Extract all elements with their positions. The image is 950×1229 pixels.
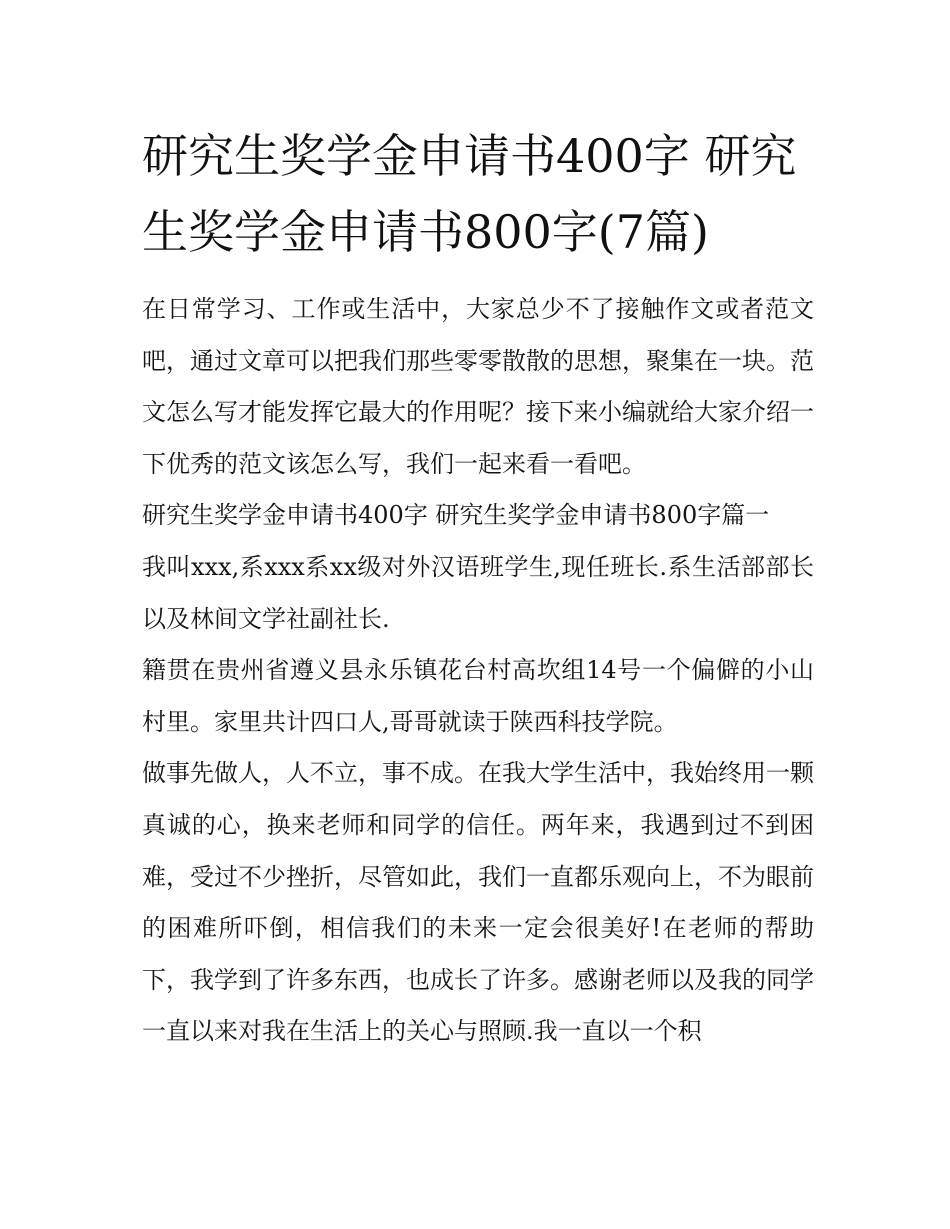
document-title: 研究生奖学金申请书400字 研究生奖学金申请书800字(7篇) xyxy=(142,129,797,259)
intro-paragraph: 在日常学习、工作或生活中，大家总少不了接触作文或者范文吧，通过文章可以把我们那些零零散散的思想，聚集在一块。范文怎么写才能发挥它最大的作用呢？接下来小编就给大家介绍一下优秀的范文该怎么写，我们一起来看一看吧。 xyxy=(142,295,814,478)
document-content xyxy=(142,118,814,1058)
body-paragraph: 做事先做人，人不立，事不成。在我大学生活中，我始终用一颗真诚的心，换来老师和同学的信任。两年来，我遇到过不到困难，受过不少挫折，尽管如此，我们一直都乐观向上，不为眼前的困难所吓倒，相信我们的未来一定会很美好!在老师的帮助下，我学到了许多东西，也成长了许多。感谢老师以及我的同学一直以来对我在生活上的关心与照顾.我一直以一个积 xyxy=(142,759,814,1046)
section-heading-paragraph: 研究生奖学金申请书400字 研究生奖学金申请书800字篇一 xyxy=(142,501,770,530)
document-body xyxy=(142,284,814,1058)
body-paragraph: 我叫xxx,系xxx系xx级对外汉语班学生,现任班长.系生活部部长以及林间文学社副社长. xyxy=(142,552,814,633)
body-paragraph: 籍贯在贵州省遵义县永乐镇花台村高坎组14号一个偏僻的小山村里。家里共计四口人,哥哥就读于陕西科技学院。 xyxy=(142,656,814,736)
